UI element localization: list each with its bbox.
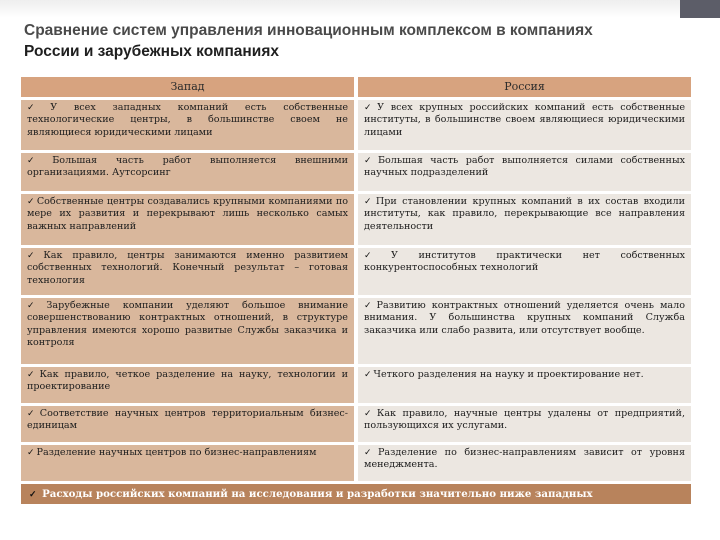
cell-west bbox=[21, 194, 354, 245]
check-icon: ✓ bbox=[364, 197, 374, 207]
conclusion-text: Расходы российских компаний на исследования и разработки значительно ниже западных bbox=[42, 488, 593, 500]
cell-text: Разделение по бизнес-направлениям зависит от уровня менеджмента. bbox=[364, 447, 685, 471]
check-icon: ✓ bbox=[27, 156, 51, 166]
cell-text: У всех крупных российских компаний есть собственные институты, в большинстве своем являющиеся юридическими лицами bbox=[364, 102, 686, 138]
check-icon: ✓ bbox=[27, 251, 42, 261]
check-icon: ✓ bbox=[29, 490, 37, 500]
check-icon: ✓ bbox=[27, 448, 35, 458]
cell-russia bbox=[358, 367, 691, 403]
check-icon: ✓ bbox=[364, 448, 376, 458]
check-icon: ✓ bbox=[27, 370, 38, 380]
table-row bbox=[21, 100, 691, 150]
cell-russia bbox=[358, 100, 691, 150]
table-header-row bbox=[21, 77, 691, 97]
cell-west bbox=[21, 445, 354, 481]
check-icon: ✓ bbox=[364, 103, 376, 113]
cell-west bbox=[21, 298, 354, 364]
corner-block bbox=[680, 0, 720, 18]
table-row bbox=[21, 367, 691, 403]
table-row bbox=[21, 153, 691, 191]
title-line-2: России и зарубежных компаниях bbox=[24, 43, 279, 60]
table-row bbox=[21, 298, 691, 364]
check-icon: ✓ bbox=[364, 301, 375, 311]
cell-west bbox=[21, 367, 354, 403]
cell-russia bbox=[358, 248, 691, 295]
cell-text: У институтов практически нет собственных конкурентоспособных технологий bbox=[364, 250, 685, 274]
slide-title bbox=[24, 20, 704, 62]
check-icon: ✓ bbox=[27, 197, 35, 207]
cell-text: Как правило, четкое разделение на науку, технологии и проектирование bbox=[27, 369, 348, 393]
cell-text: Зарубежные компании уделяют большое внимание совершенствованию контрактных отношений, в структуре управления имеются хорошо развитые Службы заказчика и контроля bbox=[27, 300, 348, 349]
cell-west bbox=[21, 153, 354, 191]
column-header-russia: Россия bbox=[358, 77, 691, 97]
cell-west bbox=[21, 248, 354, 295]
comparison-table bbox=[21, 77, 691, 504]
cell-russia bbox=[358, 406, 691, 442]
conclusion-bar bbox=[21, 484, 691, 504]
table-row bbox=[21, 406, 691, 442]
cell-russia bbox=[358, 445, 691, 481]
check-icon: ✓ bbox=[27, 301, 45, 311]
cell-text: Большая часть работ выполняется внешними организациями. Аутсорсинг bbox=[27, 155, 348, 179]
table-body bbox=[21, 100, 691, 481]
cell-russia bbox=[358, 298, 691, 364]
check-icon: ✓ bbox=[27, 409, 38, 419]
cell-text: Соответствие научных центров территориальным бизнес-единицам bbox=[27, 408, 349, 432]
cell-text: Большая часть работ выполняется силами собственных научных подразделений bbox=[364, 155, 685, 179]
check-icon: ✓ bbox=[364, 370, 372, 380]
column-header-west: Запад bbox=[21, 77, 354, 97]
cell-west bbox=[21, 100, 354, 150]
cell-russia bbox=[358, 194, 691, 245]
check-icon: ✓ bbox=[364, 156, 376, 166]
cell-russia bbox=[358, 153, 691, 191]
slide-header bbox=[0, 0, 720, 76]
cell-text: Собственные центры создавались крупными компаниями по мере их развития и перекрывают лишь несколько самых важных направлений bbox=[27, 196, 348, 232]
header-bar bbox=[0, 0, 720, 18]
cell-text: Четкого разделения на науку и проектирование нет. bbox=[373, 369, 644, 380]
cell-text: Как правило, научные центры удалены от предприятий, пользующихся их услугами. bbox=[364, 408, 685, 432]
check-icon: ✓ bbox=[364, 409, 375, 419]
cell-west bbox=[21, 406, 354, 442]
table-row bbox=[21, 445, 691, 481]
title-line-1: Сравнение систем управления инновационным комплексом в компаниях bbox=[24, 22, 593, 39]
cell-text: При становлении крупных компаний в их состав входили институты, как правило, перекрывающие все направления деятельности bbox=[364, 196, 686, 232]
cell-text: У всех западных компаний есть собственные технологические центры, в большинстве своем не являющиеся юридическими лицами bbox=[27, 102, 349, 138]
check-icon: ✓ bbox=[27, 103, 49, 113]
cell-text: Развитию контрактных отношений уделяется очень мало внимания. У большинства крупных компаний Служба заказчика или слабо развита, или отсутствует вообще. bbox=[364, 300, 686, 336]
check-icon: ✓ bbox=[364, 251, 390, 261]
table-row bbox=[21, 194, 691, 245]
cell-text: Разделение научных центров по бизнес-направлениям bbox=[36, 447, 317, 458]
cell-text: Как правило, центры занимаются именно развитием собственных технологий. Конечный результат – готовая технология bbox=[27, 250, 348, 286]
table-row bbox=[21, 248, 691, 295]
